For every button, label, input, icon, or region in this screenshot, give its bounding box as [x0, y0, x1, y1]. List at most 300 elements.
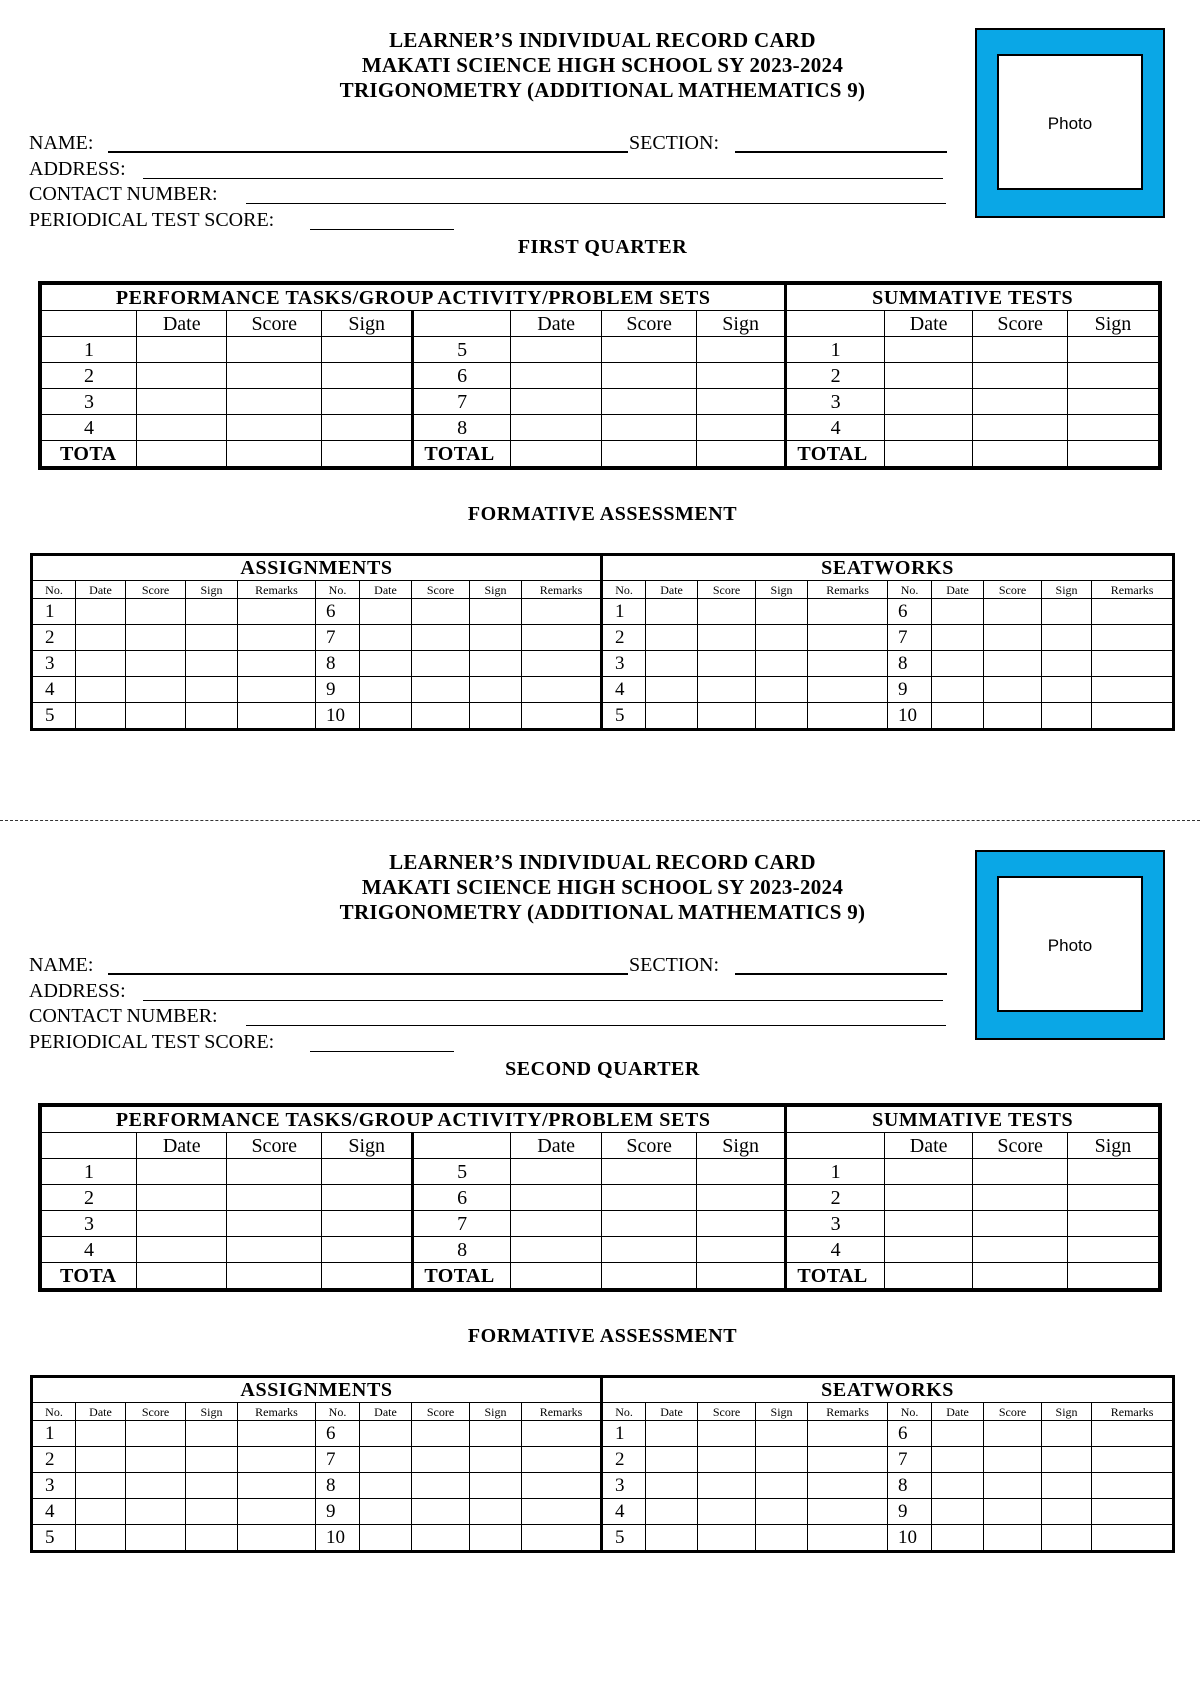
- entry-cell[interactable]: [696, 1211, 786, 1237]
- row-number: 2: [602, 625, 646, 651]
- entry-cell[interactable]: [1067, 337, 1160, 363]
- entry-cell[interactable]: [602, 1237, 696, 1263]
- entry-cell[interactable]: [646, 599, 698, 625]
- entry-cell[interactable]: [884, 1211, 972, 1237]
- entry-cell[interactable]: [522, 1499, 602, 1525]
- entry-cell[interactable]: [238, 703, 316, 730]
- entry-cell[interactable]: [186, 1525, 238, 1552]
- entry-cell[interactable]: [76, 703, 126, 730]
- entry-cell[interactable]: [984, 677, 1042, 703]
- entry-cell[interactable]: [932, 1421, 984, 1447]
- section-line[interactable]: [735, 973, 947, 975]
- entry-cell[interactable]: [646, 1473, 698, 1499]
- entry-cell[interactable]: [321, 1159, 412, 1185]
- entry-cell[interactable]: [1042, 1525, 1092, 1552]
- entry-cell[interactable]: [646, 1447, 698, 1473]
- entry-cell[interactable]: [126, 677, 186, 703]
- entry-cell[interactable]: [76, 1525, 126, 1552]
- entry-cell[interactable]: [696, 337, 786, 363]
- entry-cell[interactable]: [412, 703, 470, 730]
- sign-header: Sign: [696, 1133, 786, 1159]
- column-header: Sign: [186, 581, 238, 599]
- entry-cell[interactable]: [137, 415, 227, 441]
- entry-cell[interactable]: [973, 337, 1067, 363]
- entry-cell[interactable]: [1092, 651, 1174, 677]
- entry-cell[interactable]: [984, 651, 1042, 677]
- entry-cell[interactable]: [126, 1421, 186, 1447]
- total-cell[interactable]: [973, 1263, 1067, 1291]
- row-number: 9: [316, 677, 360, 703]
- entry-cell[interactable]: [186, 1499, 238, 1525]
- entry-cell[interactable]: [1092, 1473, 1174, 1499]
- entry-cell[interactable]: [186, 625, 238, 651]
- entry-cell[interactable]: [808, 1473, 888, 1499]
- entry-cell[interactable]: [412, 651, 470, 677]
- entry-cell[interactable]: [696, 1159, 786, 1185]
- row-number: 1: [32, 599, 76, 625]
- name-label: NAME:: [29, 954, 94, 976]
- entry-cell[interactable]: [698, 677, 756, 703]
- entry-cell[interactable]: [360, 599, 412, 625]
- entry-cell[interactable]: [884, 1185, 972, 1211]
- entry-cell[interactable]: [76, 651, 126, 677]
- entry-cell[interactable]: [808, 1421, 888, 1447]
- formative-title: FORMATIVE ASSESSMENT: [467, 1325, 738, 1347]
- entry-cell[interactable]: [126, 703, 186, 730]
- entry-cell[interactable]: [756, 651, 808, 677]
- entry-cell[interactable]: [984, 1525, 1042, 1552]
- entry-cell[interactable]: [522, 625, 602, 651]
- entry-cell[interactable]: [1092, 703, 1174, 730]
- table-row: [40, 1237, 1160, 1263]
- entry-cell[interactable]: [126, 1447, 186, 1473]
- entry-cell[interactable]: [360, 1473, 412, 1499]
- entry-cell[interactable]: [698, 1525, 756, 1552]
- entry-cell[interactable]: [76, 625, 126, 651]
- entry-cell[interactable]: [186, 1421, 238, 1447]
- column-header: Score: [412, 1403, 470, 1421]
- entry-cell[interactable]: [984, 703, 1042, 730]
- row-number: 3: [40, 389, 137, 415]
- entry-cell[interactable]: [321, 1211, 412, 1237]
- entry-cell[interactable]: [76, 1447, 126, 1473]
- entry-cell[interactable]: [412, 1499, 470, 1525]
- total-cell[interactable]: [696, 1263, 786, 1291]
- entry-cell[interactable]: [227, 1237, 321, 1263]
- entry-cell[interactable]: [1092, 1421, 1174, 1447]
- entry-cell[interactable]: [126, 599, 186, 625]
- entry-cell[interactable]: [884, 337, 972, 363]
- entry-cell[interactable]: [186, 1447, 238, 1473]
- entry-cell[interactable]: [186, 677, 238, 703]
- entry-cell[interactable]: [698, 1499, 756, 1525]
- entry-cell[interactable]: [412, 1447, 470, 1473]
- total-cell[interactable]: [321, 1263, 412, 1291]
- entry-cell[interactable]: [646, 1499, 698, 1525]
- entry-cell[interactable]: [321, 415, 412, 441]
- entry-cell[interactable]: [698, 1473, 756, 1499]
- entry-cell[interactable]: [137, 337, 227, 363]
- entry-cell[interactable]: [321, 363, 412, 389]
- entry-cell[interactable]: [973, 363, 1067, 389]
- row-number: 2: [40, 1185, 137, 1211]
- total-cell[interactable]: [510, 1263, 601, 1291]
- entry-cell[interactable]: [412, 677, 470, 703]
- entry-cell[interactable]: [932, 1473, 984, 1499]
- entry-cell[interactable]: [238, 1473, 316, 1499]
- entry-cell[interactable]: [510, 1185, 601, 1211]
- quarter-title: FIRST QUARTER: [517, 236, 688, 258]
- entry-cell[interactable]: [1067, 1159, 1160, 1185]
- entry-cell[interactable]: [238, 1421, 316, 1447]
- entry-cell[interactable]: [227, 389, 321, 415]
- entry-cell[interactable]: [808, 651, 888, 677]
- entry-cell[interactable]: [126, 625, 186, 651]
- score-header: Score: [973, 311, 1067, 337]
- entry-cell[interactable]: [321, 389, 412, 415]
- total-cell[interactable]: [137, 1263, 227, 1291]
- entry-cell[interactable]: [973, 1237, 1067, 1263]
- entry-cell[interactable]: [360, 651, 412, 677]
- entry-cell[interactable]: [696, 415, 786, 441]
- entry-cell[interactable]: [808, 1525, 888, 1552]
- title-line-2: MAKATI SCIENCE HIGH SCHOOL SY 2023-2024: [361, 53, 844, 77]
- entry-cell[interactable]: [698, 1421, 756, 1447]
- entry-cell[interactable]: [698, 1447, 756, 1473]
- total-cell[interactable]: [227, 1263, 321, 1291]
- entry-cell[interactable]: [321, 337, 412, 363]
- entry-cell[interactable]: [756, 1447, 808, 1473]
- entry-cell[interactable]: [227, 1211, 321, 1237]
- entry-cell[interactable]: [137, 1159, 227, 1185]
- card-title-block: [300, 28, 905, 103]
- entry-cell[interactable]: [932, 599, 984, 625]
- entry-cell[interactable]: [510, 1211, 601, 1237]
- entry-cell[interactable]: [510, 415, 601, 441]
- entry-cell[interactable]: [1042, 677, 1092, 703]
- entry-cell[interactable]: [973, 1159, 1067, 1185]
- entry-cell[interactable]: [884, 363, 972, 389]
- entry-cell[interactable]: [1042, 651, 1092, 677]
- entry-cell[interactable]: [808, 703, 888, 730]
- entry-cell[interactable]: [227, 337, 321, 363]
- entry-cell[interactable]: [932, 625, 984, 651]
- entry-cell[interactable]: [973, 415, 1067, 441]
- entry-cell[interactable]: [808, 1499, 888, 1525]
- table-row: [40, 1185, 1160, 1211]
- entry-cell[interactable]: [756, 1525, 808, 1552]
- entry-cell[interactable]: [756, 625, 808, 651]
- entry-cell[interactable]: [1042, 1499, 1092, 1525]
- entry-cell[interactable]: [126, 1499, 186, 1525]
- entry-cell[interactable]: [1092, 1525, 1174, 1552]
- row-number: 3: [40, 1211, 137, 1237]
- blank-header: [786, 311, 885, 337]
- name-line[interactable]: [108, 973, 628, 975]
- entry-cell[interactable]: [646, 1421, 698, 1447]
- entry-cell[interactable]: [932, 651, 984, 677]
- entry-cell[interactable]: [1067, 1237, 1160, 1263]
- name-line[interactable]: [108, 151, 628, 153]
- entry-cell[interactable]: [756, 599, 808, 625]
- entry-cell[interactable]: [1042, 599, 1092, 625]
- entry-cell[interactable]: [522, 599, 602, 625]
- column-header: Score: [698, 581, 756, 599]
- entry-cell[interactable]: [1092, 1499, 1174, 1525]
- entry-cell[interactable]: [602, 1185, 696, 1211]
- row-number: 3: [32, 651, 76, 677]
- entry-cell[interactable]: [756, 703, 808, 730]
- total-cell[interactable]: [602, 1263, 696, 1291]
- entry-cell[interactable]: [470, 1499, 522, 1525]
- entry-cell[interactable]: [932, 677, 984, 703]
- entry-cell[interactable]: [360, 703, 412, 730]
- entry-cell[interactable]: [696, 363, 786, 389]
- table-row: [40, 1159, 1160, 1185]
- entry-cell[interactable]: [126, 651, 186, 677]
- entry-cell[interactable]: [1067, 389, 1160, 415]
- row-number: 7: [413, 1211, 511, 1237]
- entry-cell[interactable]: [126, 1525, 186, 1552]
- entry-cell[interactable]: [696, 1237, 786, 1263]
- address-line[interactable]: [143, 178, 943, 179]
- entry-cell[interactable]: [186, 1473, 238, 1499]
- entry-cell[interactable]: [137, 1211, 227, 1237]
- entry-cell[interactable]: [76, 1421, 126, 1447]
- entry-cell[interactable]: [1042, 1473, 1092, 1499]
- contact-line[interactable]: [246, 203, 946, 204]
- row-number: 8: [316, 1473, 360, 1499]
- entry-cell[interactable]: [227, 1185, 321, 1211]
- entry-cell[interactable]: [646, 703, 698, 730]
- entry-cell[interactable]: [522, 1447, 602, 1473]
- entry-cell[interactable]: [1067, 363, 1160, 389]
- entry-cell[interactable]: [522, 1421, 602, 1447]
- entry-cell[interactable]: [602, 415, 696, 441]
- entry-cell[interactable]: [238, 1525, 316, 1552]
- entry-cell[interactable]: [412, 625, 470, 651]
- entry-cell[interactable]: [186, 651, 238, 677]
- column-header: Remarks: [1092, 581, 1174, 599]
- entry-cell[interactable]: [756, 1473, 808, 1499]
- entry-cell[interactable]: [238, 625, 316, 651]
- entry-cell[interactable]: [186, 703, 238, 730]
- entry-cell[interactable]: [932, 703, 984, 730]
- entry-cell[interactable]: [360, 1525, 412, 1552]
- total-cell[interactable]: [1067, 1263, 1160, 1291]
- entry-cell[interactable]: [137, 363, 227, 389]
- entry-cell[interactable]: [698, 599, 756, 625]
- entry-cell[interactable]: [470, 599, 522, 625]
- entry-cell[interactable]: [227, 363, 321, 389]
- entry-cell[interactable]: [756, 1499, 808, 1525]
- periodical-line[interactable]: [310, 229, 454, 230]
- entry-cell[interactable]: [137, 1185, 227, 1211]
- entry-cell[interactable]: [522, 703, 602, 730]
- entry-cell[interactable]: [698, 703, 756, 730]
- periodical-label: PERIODICAL TEST SCORE:: [29, 209, 275, 231]
- entry-cell[interactable]: [973, 389, 1067, 415]
- entry-cell[interactable]: [646, 625, 698, 651]
- row-number: 1: [602, 1421, 646, 1447]
- entry-cell[interactable]: [510, 1159, 601, 1185]
- entry-cell[interactable]: [360, 625, 412, 651]
- entry-cell[interactable]: [238, 1447, 316, 1473]
- entry-cell[interactable]: [522, 1473, 602, 1499]
- entry-cell[interactable]: [984, 1473, 1042, 1499]
- entry-cell[interactable]: [510, 1237, 601, 1263]
- entry-cell[interactable]: [412, 1421, 470, 1447]
- entry-cell[interactable]: [470, 1525, 522, 1552]
- entry-cell[interactable]: [126, 1473, 186, 1499]
- total-cell[interactable]: [227, 441, 321, 469]
- entry-cell[interactable]: [470, 625, 522, 651]
- column-header: Date: [76, 581, 126, 599]
- entry-cell[interactable]: [321, 1237, 412, 1263]
- entry-cell[interactable]: [884, 389, 972, 415]
- total-cell[interactable]: [696, 441, 786, 469]
- entry-cell[interactable]: [510, 337, 601, 363]
- entry-cell[interactable]: [602, 1159, 696, 1185]
- entry-cell[interactable]: [76, 599, 126, 625]
- entry-cell[interactable]: [522, 677, 602, 703]
- entry-cell[interactable]: [186, 599, 238, 625]
- entry-cell[interactable]: [984, 1421, 1042, 1447]
- entry-cell[interactable]: [238, 677, 316, 703]
- entry-cell[interactable]: [1092, 677, 1174, 703]
- entry-cell[interactable]: [76, 677, 126, 703]
- entry-cell[interactable]: [1042, 703, 1092, 730]
- entry-cell[interactable]: [1092, 1447, 1174, 1473]
- entry-cell[interactable]: [973, 1211, 1067, 1237]
- row-number: 4: [40, 1237, 137, 1263]
- entry-cell[interactable]: [696, 1185, 786, 1211]
- entry-cell[interactable]: [646, 651, 698, 677]
- entry-cell[interactable]: [984, 625, 1042, 651]
- entry-cell[interactable]: [602, 363, 696, 389]
- total-cell[interactable]: [510, 441, 601, 469]
- column-header: Remarks: [1092, 1403, 1174, 1421]
- entry-cell[interactable]: [227, 415, 321, 441]
- total-cell[interactable]: [321, 441, 412, 469]
- entry-cell[interactable]: [470, 703, 522, 730]
- entry-cell[interactable]: [1042, 1421, 1092, 1447]
- entry-cell[interactable]: [470, 1421, 522, 1447]
- entry-cell[interactable]: [696, 389, 786, 415]
- total-cell[interactable]: [884, 441, 972, 469]
- entry-cell[interactable]: [602, 337, 696, 363]
- entry-cell[interactable]: [360, 1499, 412, 1525]
- address-line[interactable]: [143, 1000, 943, 1001]
- entry-cell[interactable]: [227, 1159, 321, 1185]
- entry-cell[interactable]: [698, 625, 756, 651]
- entry-cell[interactable]: [510, 363, 601, 389]
- row-number: 8: [413, 1237, 511, 1263]
- total-cell[interactable]: [137, 441, 227, 469]
- entry-cell[interactable]: [756, 1421, 808, 1447]
- entry-cell[interactable]: [884, 415, 972, 441]
- total-label: TOTAL: [786, 1263, 885, 1291]
- entry-cell[interactable]: [1092, 599, 1174, 625]
- entry-cell[interactable]: [1067, 415, 1160, 441]
- entry-cell[interactable]: [522, 1525, 602, 1552]
- entry-cell[interactable]: [412, 599, 470, 625]
- entry-cell[interactable]: [932, 1447, 984, 1473]
- entry-cell[interactable]: [238, 1499, 316, 1525]
- total-cell[interactable]: [884, 1263, 972, 1291]
- section-label: SECTION:: [629, 954, 719, 976]
- entry-cell[interactable]: [137, 1237, 227, 1263]
- entry-cell[interactable]: [808, 599, 888, 625]
- entry-cell[interactable]: [646, 677, 698, 703]
- entry-cell[interactable]: [602, 1211, 696, 1237]
- entry-cell[interactable]: [1042, 1447, 1092, 1473]
- entry-cell[interactable]: [470, 651, 522, 677]
- entry-cell[interactable]: [470, 677, 522, 703]
- entry-cell[interactable]: [646, 1525, 698, 1552]
- total-cell[interactable]: [973, 441, 1067, 469]
- total-cell[interactable]: [1067, 441, 1160, 469]
- entry-cell[interactable]: [1042, 625, 1092, 651]
- row-number: 8: [888, 651, 932, 677]
- entry-cell[interactable]: [984, 1447, 1042, 1473]
- entry-cell[interactable]: [1067, 1211, 1160, 1237]
- entry-cell[interactable]: [76, 1499, 126, 1525]
- contact-line[interactable]: [246, 1025, 946, 1026]
- entry-cell[interactable]: [360, 1421, 412, 1447]
- entry-cell[interactable]: [137, 389, 227, 415]
- entry-cell[interactable]: [808, 1447, 888, 1473]
- entry-cell[interactable]: [1092, 625, 1174, 651]
- entry-cell[interactable]: [470, 1473, 522, 1499]
- total-cell[interactable]: [602, 441, 696, 469]
- entry-cell[interactable]: [808, 677, 888, 703]
- entry-cell[interactable]: [1067, 1185, 1160, 1211]
- entry-cell[interactable]: [321, 1185, 412, 1211]
- entry-cell[interactable]: [412, 1525, 470, 1552]
- entry-cell[interactable]: [984, 599, 1042, 625]
- entry-cell[interactable]: [602, 389, 696, 415]
- row-number: 10: [888, 1525, 932, 1552]
- row-number: 2: [32, 1447, 76, 1473]
- entry-cell[interactable]: [884, 1237, 972, 1263]
- address-label: ADDRESS:: [29, 158, 126, 180]
- entry-cell[interactable]: [412, 1473, 470, 1499]
- section-line[interactable]: [735, 151, 947, 153]
- periodical-line[interactable]: [310, 1051, 454, 1052]
- entry-cell[interactable]: [973, 1185, 1067, 1211]
- entry-cell[interactable]: [238, 651, 316, 677]
- entry-cell[interactable]: [470, 1447, 522, 1473]
- score-header: Score: [602, 311, 696, 337]
- entry-cell[interactable]: [360, 1447, 412, 1473]
- entry-cell[interactable]: [984, 1499, 1042, 1525]
- entry-cell[interactable]: [884, 1159, 972, 1185]
- entry-cell[interactable]: [698, 651, 756, 677]
- entry-cell[interactable]: [522, 651, 602, 677]
- entry-cell[interactable]: [932, 1499, 984, 1525]
- entry-cell[interactable]: [756, 677, 808, 703]
- sign-header: Sign: [321, 311, 412, 337]
- entry-cell[interactable]: [510, 389, 601, 415]
- formative-table: [30, 553, 1175, 731]
- column-header: Date: [76, 1403, 126, 1421]
- entry-cell[interactable]: [238, 599, 316, 625]
- entry-cell[interactable]: [808, 625, 888, 651]
- entry-cell[interactable]: [932, 1525, 984, 1552]
- entry-cell[interactable]: [76, 1473, 126, 1499]
- entry-cell[interactable]: [360, 677, 412, 703]
